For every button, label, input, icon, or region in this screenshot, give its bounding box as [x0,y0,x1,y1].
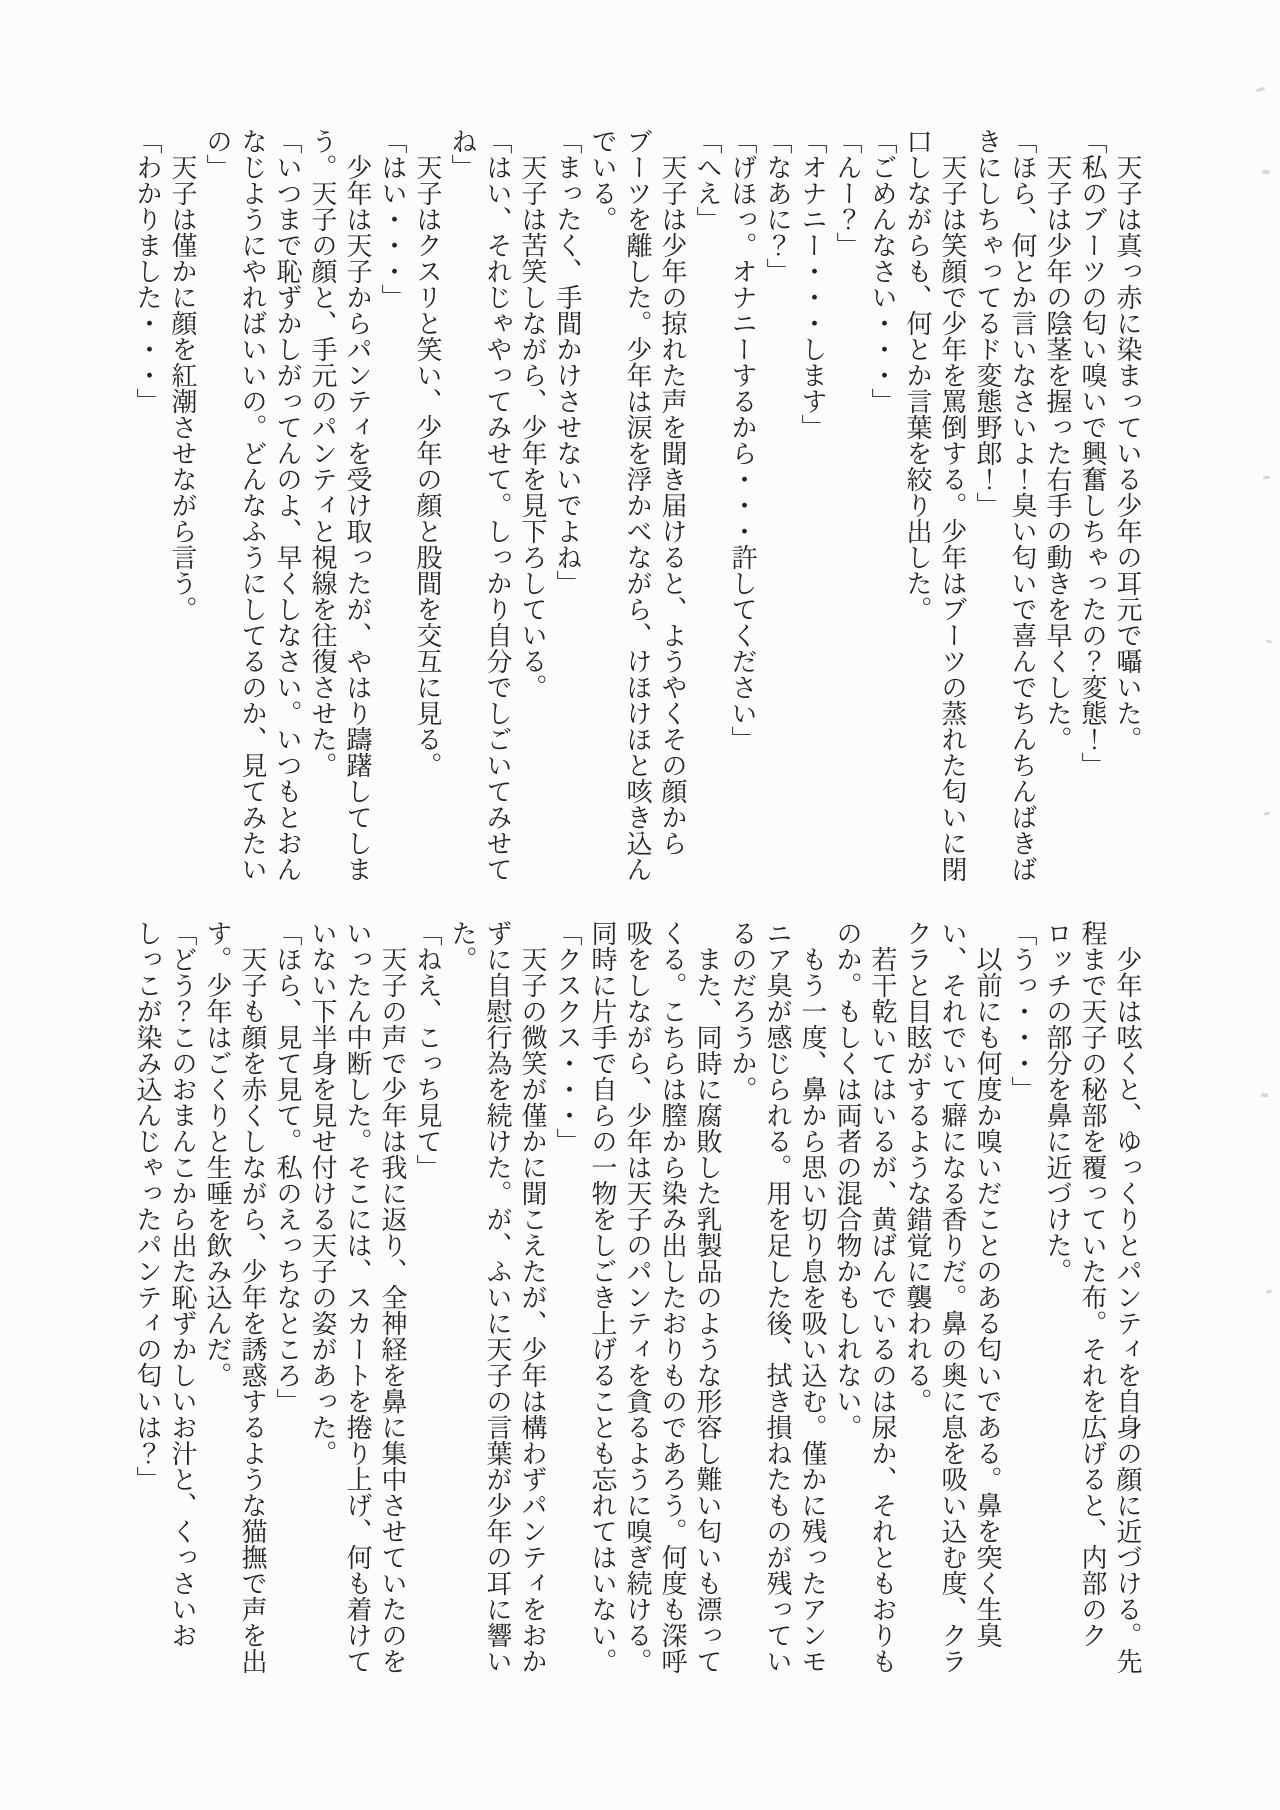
scan-speck [1261,1092,1269,1097]
scan-speck [1266,1289,1273,1294]
paragraph: 天子は笑顔で少年を罵倒する。少年はブーツの蒸れた匂いに閉口しながらも、何とか言葉を絞り出した。 [903,128,967,882]
paragraph: 天子はクスリと笑い、少年の顔と股間を交互に見る。 [413,128,442,778]
paragraph: 天子の声で少年は我に返り、全神経を鼻に集中させていたのをいったん中断した。そこには、スカートを捲り上げ、何も着けていない下半身を見せ付ける天子の姿があった。 [308,920,407,1674]
paragraph: 「わかりました・・・」 [133,128,162,414]
paragraph: 「私のブーツの匂い嗅いで興奮しちゃったの？変態！」 [1078,128,1107,778]
paragraph: 天子も顔を赤くしながら、少年を誘惑するような猫撫で声を出す。少年はごくりと生唾を飲み込んだ。 [203,920,267,1674]
scan-speck [1256,87,1265,93]
scan-speck [1264,811,1271,815]
paragraph: 「はい・・・」 [378,128,407,310]
paragraph: 「げほっ。オナニーするから・・・許してください」 [728,128,757,752]
paragraph: 「んー？」 [833,128,862,258]
paragraph: 「どう？このおまんこから出た恥ずかしいお汁と、くっさいおしっこが染み込んじゃったパンティの匂いは？」 [133,920,197,1648]
paragraph: 少年は天子からパンティを受け取ったが、やはり躊躇してしまう。天子の顔と、手元のパンティと視線を往復させた。 [308,128,372,882]
paragraph: 天子は真っ赤に染まっている少年の耳元で囁いた。 [1113,128,1142,752]
paragraph: 「いつまで恥ずかしがってんのよ、早くしなさい。いつもとおんなじようにやればいいの。どんなふうにしてるのか、見てみたいの」 [203,128,302,882]
scan-speck [1266,639,1273,644]
paragraph: 「なあに？」 [763,128,792,284]
paragraph: 「ほら、見て見て。私のえっちなところ」 [273,920,302,1414]
paragraph: 天子の微笑が僅かに聞こえたが、少年は構わずパンティをおかずに自慰行為を続けた。が、ふいに天子の言葉が少年の耳に響いた。 [448,920,547,1674]
paragraph: 天子は僅かに顔を紅潮させながら言う。 [168,128,197,622]
paragraph: 「ねえ、こっち見て」 [413,920,442,1180]
paragraph: もう一度、鼻から思い切り息を吸い込む。僅かに残ったアンモニア臭が感じられる。用を足した後、拭き損ねたものが残っているのだろうか。 [728,920,827,1674]
scan-speck [1262,169,1271,175]
paragraph: 「へえ」 [693,128,722,232]
text-band-upper [129,128,1145,885]
paragraph: 「うっ・・・」 [1008,920,1037,1102]
text-band-lower [129,920,1145,1677]
paragraph: 「ほら、何とか言いなさいよ！臭い匂いで喜んでちんちんばきばきにしちゃってるド変態野郎！」 [973,128,1037,882]
paragraph: 「オナニー・・・します」 [798,128,827,440]
paragraph: 「まったく、手間かけさせないでよね」 [553,128,582,596]
paragraph: 若干乾いてはいるが、黄ばんでいるのは尿か、それともおりものか。もしくは両者の混合物かもしれない。 [833,920,897,1674]
paragraph: 天子は少年の陰茎を握った右手の動きを早くした。 [1043,128,1072,752]
paragraph: 以前にも何度か嗅いだことのある匂いである。鼻を突く生臭い、それでいて癖になる香りだ。鼻の奥に息を吸い込む度、クラクラと目眩がするような錯覚に襲われる。 [903,920,1002,1674]
paragraph: 「ごめんなさい・・・」 [868,128,897,414]
paragraph: 「クスクス・・・」 [553,920,582,1154]
paragraph: 天子は苦笑しながら、少年を見下ろしている。 [518,128,547,700]
paragraph: また、同時に腐敗した乳製品のような形容し難い匂いも漂ってくる。こちらは膣から染み出したおりものであろう。何度も深呼吸をしながら、少年は天子のパンティを貪るように嗅ぎ続ける。同時に片手で自らの一物をしごき上げることも忘れてはいない。 [588,920,722,1674]
paragraph: 少年は呟くと、ゆっくりとパンティを自身の顔に近づける。先程まで天子の秘部を覆っていた布。それを広げると、内部のクロッチの部分を鼻に近づけた。 [1043,920,1142,1674]
paragraph: 天子は少年の掠れた声を聞き届けると、ようやくその顔からブーツを離した。少年は涙を浮かべながら、けほけほと咳き込んでいる。 [588,128,687,882]
paragraph: 「はい、それじゃやってみせて。しっかり自分でしごいてみせてね」 [448,128,512,882]
scan-speck [1263,476,1270,480]
